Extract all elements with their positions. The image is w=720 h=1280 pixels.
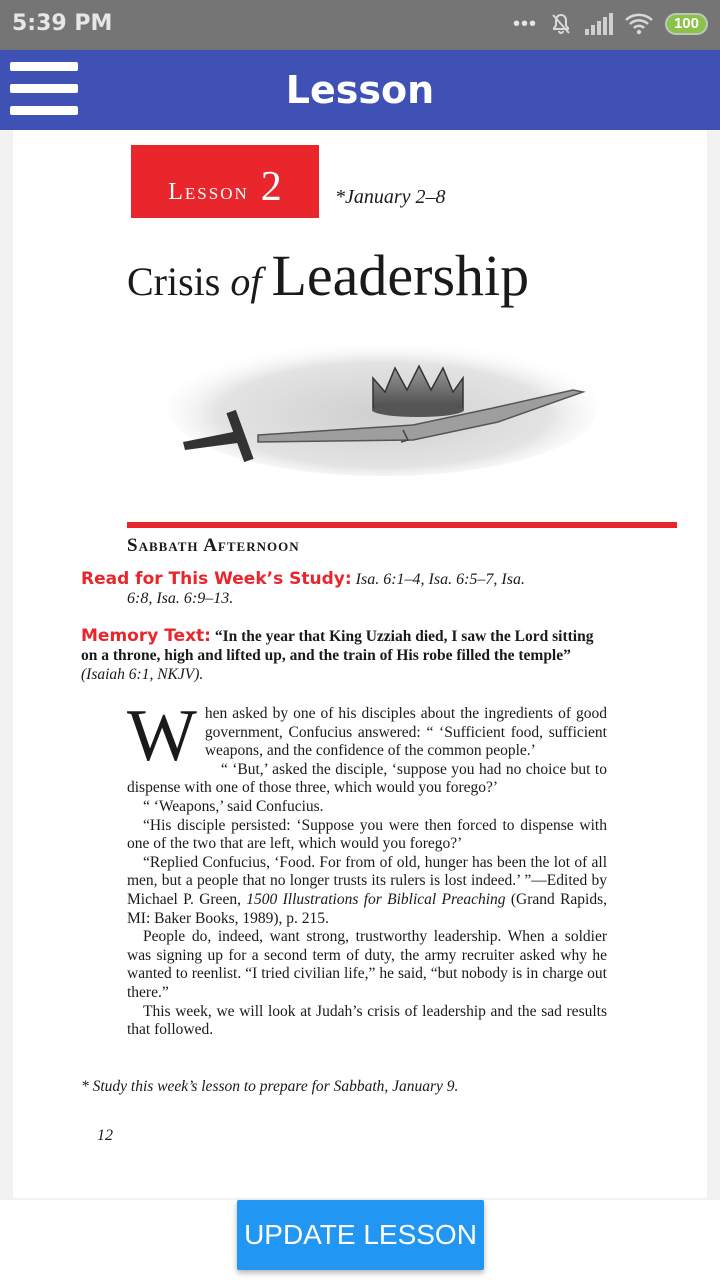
- sword-and-crown-illustration: [163, 330, 603, 480]
- study-label: Read for This Week’s Study:: [81, 569, 352, 589]
- footnote: * Study this week’s lesson to prepare for Sabbath, January 9.: [81, 1078, 459, 1095]
- paragraph-2: “ ‘But,’ asked the disciple, ‘suppose you had no choice but to dispense with one of those three, which would you forego?’: [127, 760, 607, 797]
- app-bar: [0, 50, 720, 130]
- bell-muted-icon: [549, 12, 573, 36]
- paragraph-7: This week, we will look at Judah’s crisis of leadership and the sad results that followed.: [127, 1002, 607, 1039]
- paragraph-3: “ ‘Weapons,’ said Confucius.: [143, 797, 324, 815]
- title-word-leadership: Leadership: [271, 243, 530, 308]
- app-bar-title: Lesson: [285, 68, 435, 112]
- lesson-number-badge: [131, 145, 319, 218]
- book-title: 1500 Illustrations for Biblical Preaching: [246, 890, 506, 908]
- drop-cap: W: [127, 695, 197, 777]
- battery-icon: 100: [665, 13, 708, 35]
- lesson-date: *January 2–8: [335, 186, 446, 208]
- lesson-label: Lesson: [168, 179, 249, 205]
- wifi-icon: [625, 13, 653, 35]
- section-heading: Sabbath Afternoon: [127, 535, 300, 556]
- lesson-title: [127, 242, 529, 309]
- paragraph-4: “His disciple persisted: ‘Suppose you were then forced to dispense with one of the two that are left, which would you forego?’: [127, 816, 607, 853]
- update-lesson-button[interactable]: UPDATE LESSON: [237, 1200, 484, 1270]
- status-time: 5:39 PM: [12, 11, 113, 36]
- memory-label: Memory Text:: [81, 626, 211, 646]
- lesson-page: [13, 130, 707, 1198]
- memory-reference: (Isaiah 6:1, NKJV).: [81, 666, 204, 683]
- title-word-crisis: Crisis: [127, 259, 221, 304]
- memory-text-block: [81, 627, 611, 684]
- page-number: 12: [97, 1127, 113, 1144]
- signal-icon: [585, 13, 613, 35]
- lesson-viewer[interactable]: [0, 130, 720, 1200]
- more-dots-icon: •••: [512, 13, 537, 35]
- paragraph-1: When asked by one of his disciples about the ingredients of good government, Confucius answered: “ ‘Sufficient food, sufficient weapons, and the confidence of the common people.’: [127, 695, 607, 777]
- section-divider: [127, 522, 677, 528]
- lesson-body: [127, 695, 607, 1040]
- study-references: [81, 570, 611, 608]
- status-bar: [0, 0, 720, 50]
- paragraph-5: “Replied Confucius, ‘Food. For from of old, hunger has been the lot of all men, but a people that no longer trusts its rulers is lost indeed.’ ”—Edited by Michael P. Green, 1500 Illustrations for Biblical Preaching (Grand Rapids, MI: Baker Books, 1989), p. 215.: [127, 853, 607, 927]
- study-refs-line1: Isa. 6:1–4, Isa. 6:5–7, Isa.: [355, 571, 525, 588]
- status-icons: [513, 12, 708, 36]
- paragraph-6: People do, indeed, want strong, trustworthy leadership. When a soldier was signing up for a second term of duty, the army recruiter asked why he wanted to reenlist. “I tried civilian life,” he said, “but nobody is in charge out there.”: [127, 928, 607, 1001]
- memory-text: “In the year that King Uzziah died, I saw the Lord sitting on a throne, high and lifted up, and the train of His robe filled the temple”: [81, 628, 594, 664]
- study-refs-line2: 6:8, Isa. 6:9–13.: [127, 590, 234, 607]
- lesson-number: 2: [260, 164, 282, 210]
- title-word-of: of: [230, 259, 262, 304]
